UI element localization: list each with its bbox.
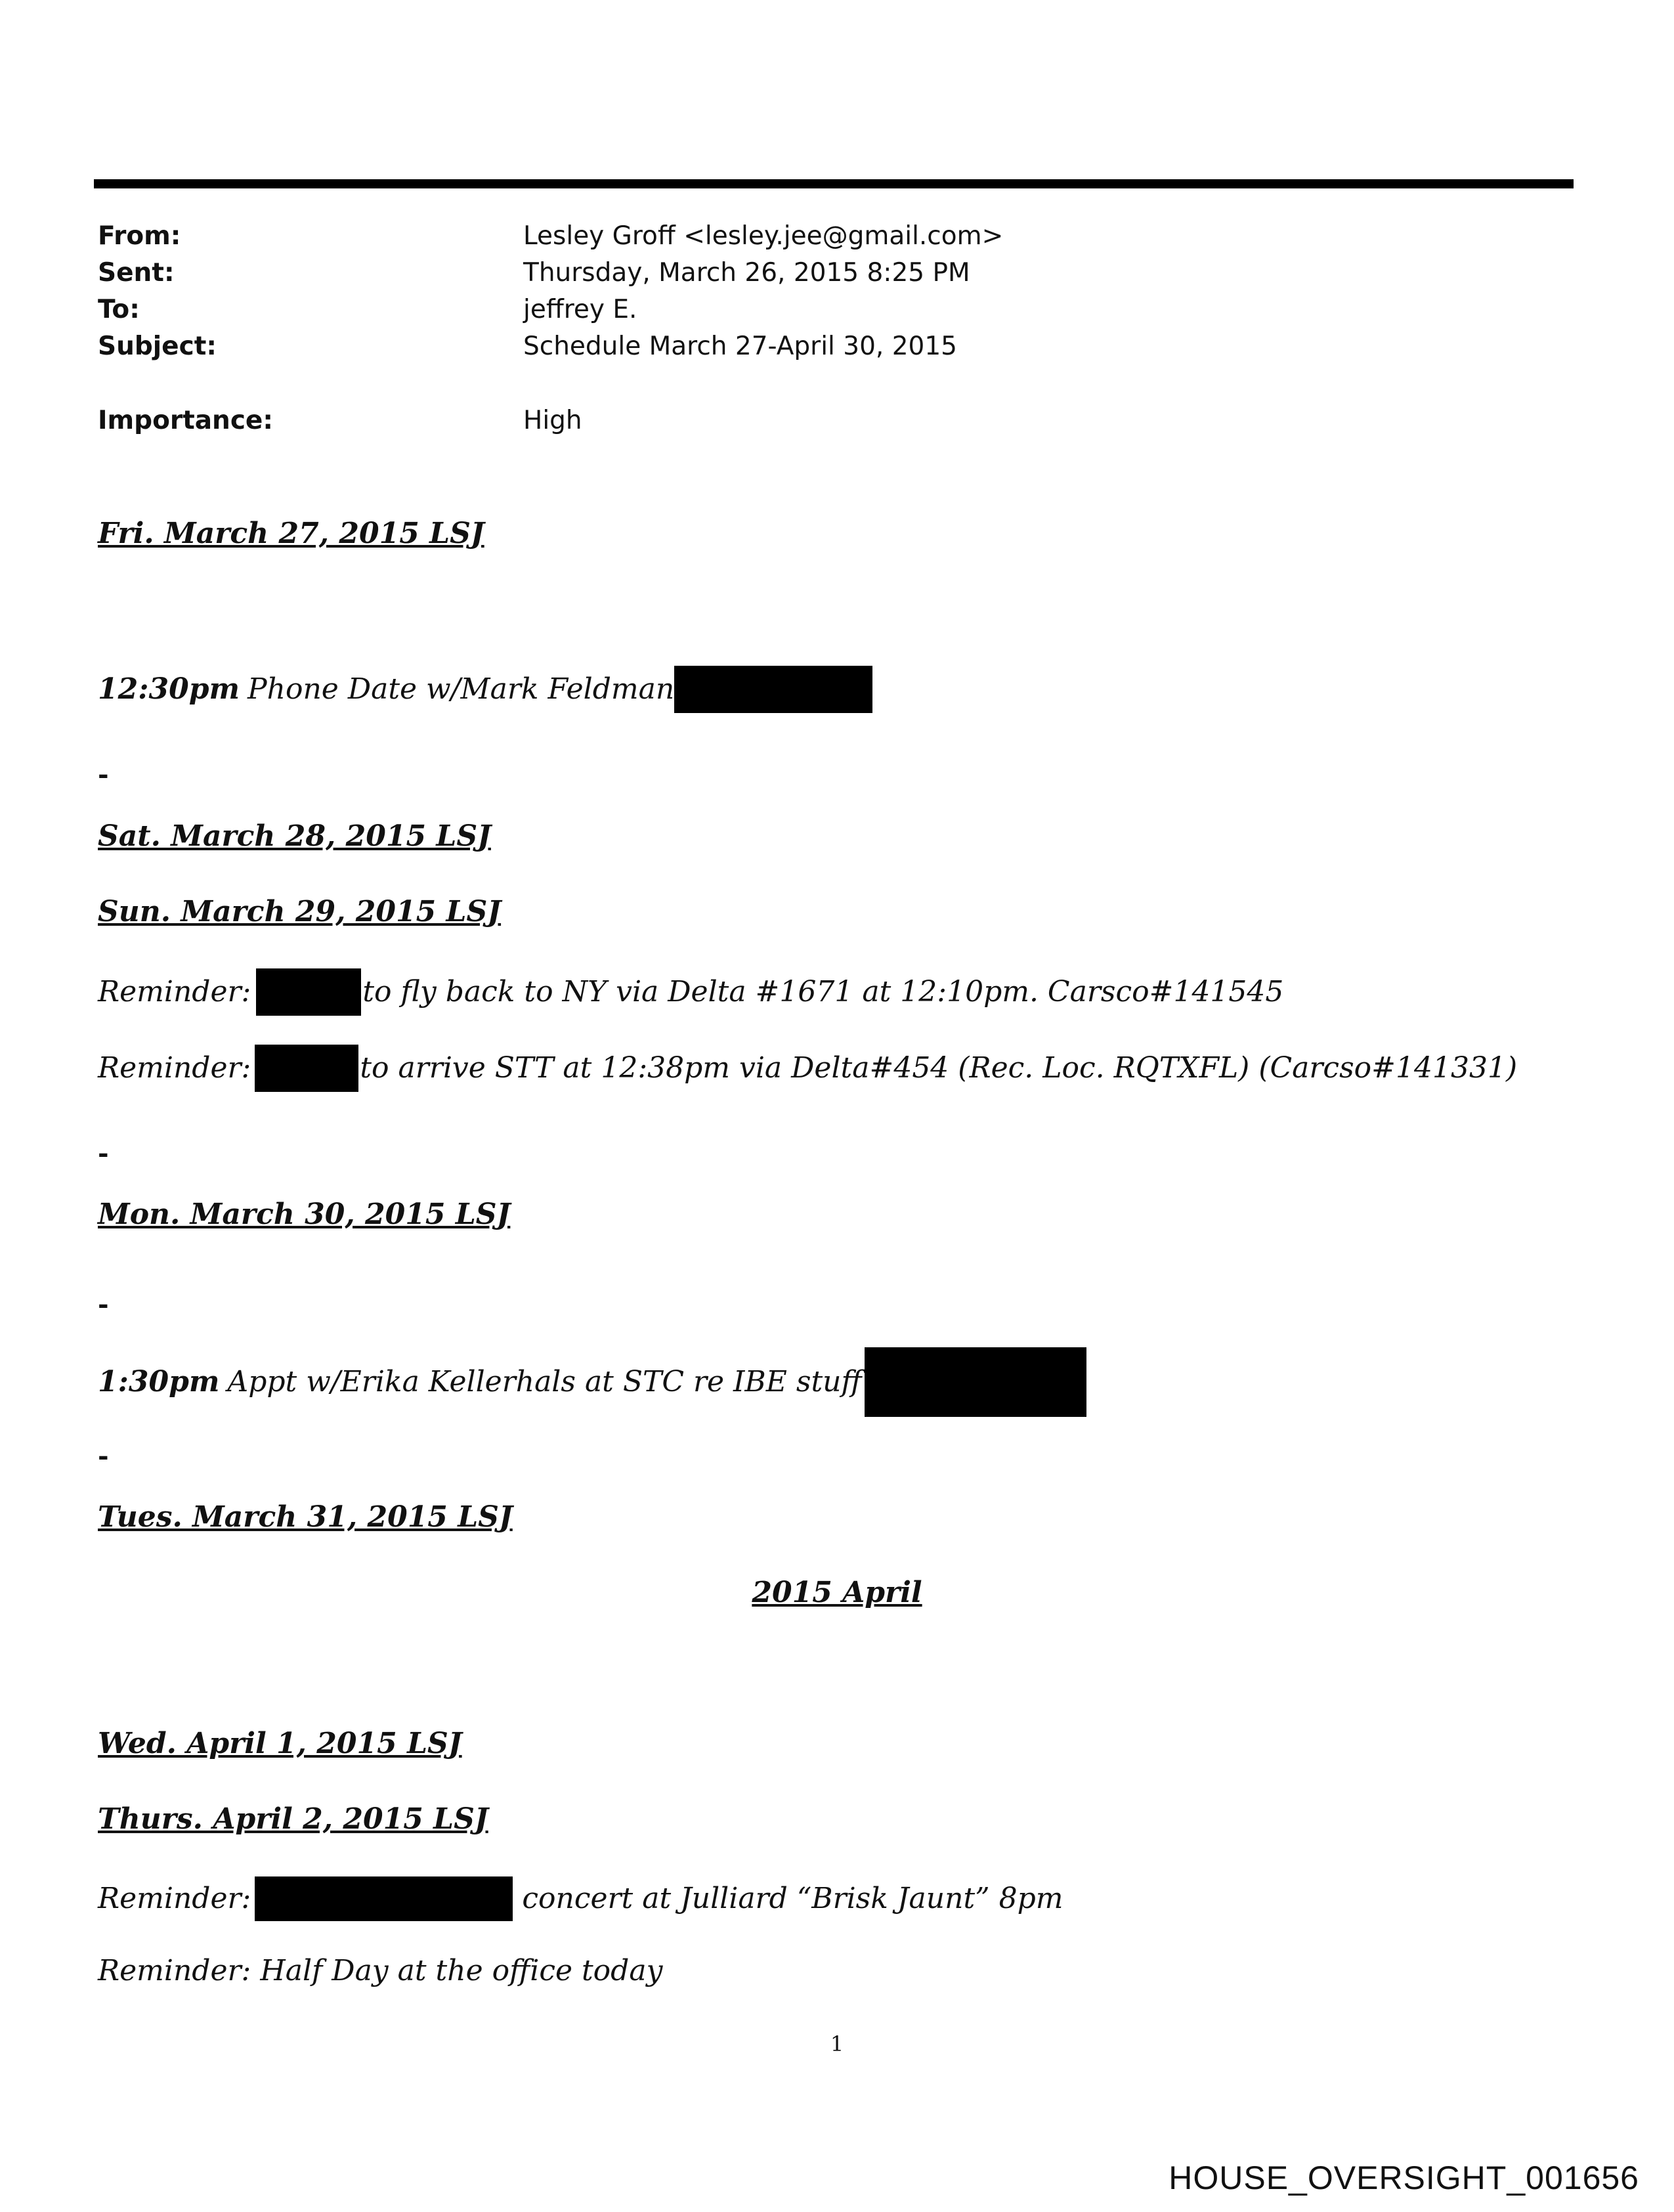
redaction-box: [865, 1347, 1086, 1417]
reminder-text: to fly back to NY via Delta #1671 at 12:10pm. Carsco#141545: [362, 975, 1284, 1008]
sent-value: Thursday, March 26, 2015 8:25 PM: [523, 258, 970, 288]
redaction-box: [256, 968, 361, 1016]
redaction-box: [255, 1045, 358, 1092]
entry-time: 12:30pm: [98, 672, 240, 706]
from-label: From:: [98, 221, 181, 251]
redaction-box: [255, 1876, 513, 1921]
reminder-text: Reminder: Half Day at the office today: [98, 1954, 663, 1987]
day-heading-fri-mar27: Fri. March 27, 2015 LSJ: [98, 517, 484, 550]
entry-reminder-concert: [98, 1876, 1063, 1921]
reminder-text: to arrive STT at 12:38pm via Delta#454 (Rec. Loc. RQTXFL) (Carcso#141331): [360, 1051, 1518, 1085]
page-number: 1: [830, 2031, 844, 2056]
subject-label: Subject:: [98, 332, 217, 361]
entry-text: Appt w/Erika Kellerhals at STC re IBE stuff: [227, 1365, 862, 1399]
separator-dash: -: [98, 759, 109, 790]
subject-value: Schedule March 27-April 30, 2015: [523, 332, 957, 361]
reminder-text: concert at Julliard “Brisk Jaunt” 8pm: [522, 1882, 1063, 1915]
importance-label: Importance:: [98, 406, 273, 435]
day-heading-sun-mar29: Sun. March 29, 2015 LSJ: [98, 895, 502, 928]
day-heading-wed-apr1: Wed. April 1, 2015 LSJ: [98, 1727, 462, 1760]
redaction-box: [674, 666, 872, 713]
entry-appt-erika: [98, 1347, 1086, 1417]
entry-reminder-half-day: [98, 1953, 662, 1989]
entry-phone-date: [98, 666, 872, 713]
sent-label: Sent:: [98, 258, 175, 288]
separator-dash: -: [98, 1441, 109, 1471]
to-label: To:: [98, 295, 140, 324]
from-value: Lesley Groff <lesley.jee@gmail.com>: [523, 221, 1004, 251]
importance-value: High: [523, 406, 582, 435]
reminder-prefix: Reminder:: [98, 975, 251, 1008]
day-heading-thu-apr2: Thurs. April 2, 2015 LSJ: [98, 1802, 488, 1836]
separator-dash: -: [98, 1138, 109, 1169]
header-rule: [94, 179, 1574, 188]
reminder-prefix: Reminder:: [98, 1882, 251, 1915]
day-heading-tue-mar31: Tues. March 31, 2015 LSJ: [98, 1500, 513, 1534]
bates-number: HOUSE_OVERSIGHT_001656: [1169, 2159, 1639, 2196]
day-heading-sat-mar28: Sat. March 28, 2015 LSJ: [98, 819, 491, 853]
separator-dash: -: [98, 1289, 109, 1320]
to-value: jeffrey E.: [523, 295, 637, 324]
day-heading-mon-mar30: Mon. March 30, 2015 LSJ: [98, 1198, 511, 1231]
entry-reminder-fly-back: [98, 968, 1283, 1016]
month-heading-april: 2015 April: [752, 1576, 922, 1609]
entry-reminder-arrive-stt: [98, 1045, 1517, 1092]
entry-time: 1:30pm: [98, 1365, 220, 1399]
reminder-prefix: Reminder:: [98, 1051, 251, 1085]
entry-text: Phone Date w/Mark Feldman: [247, 672, 675, 706]
